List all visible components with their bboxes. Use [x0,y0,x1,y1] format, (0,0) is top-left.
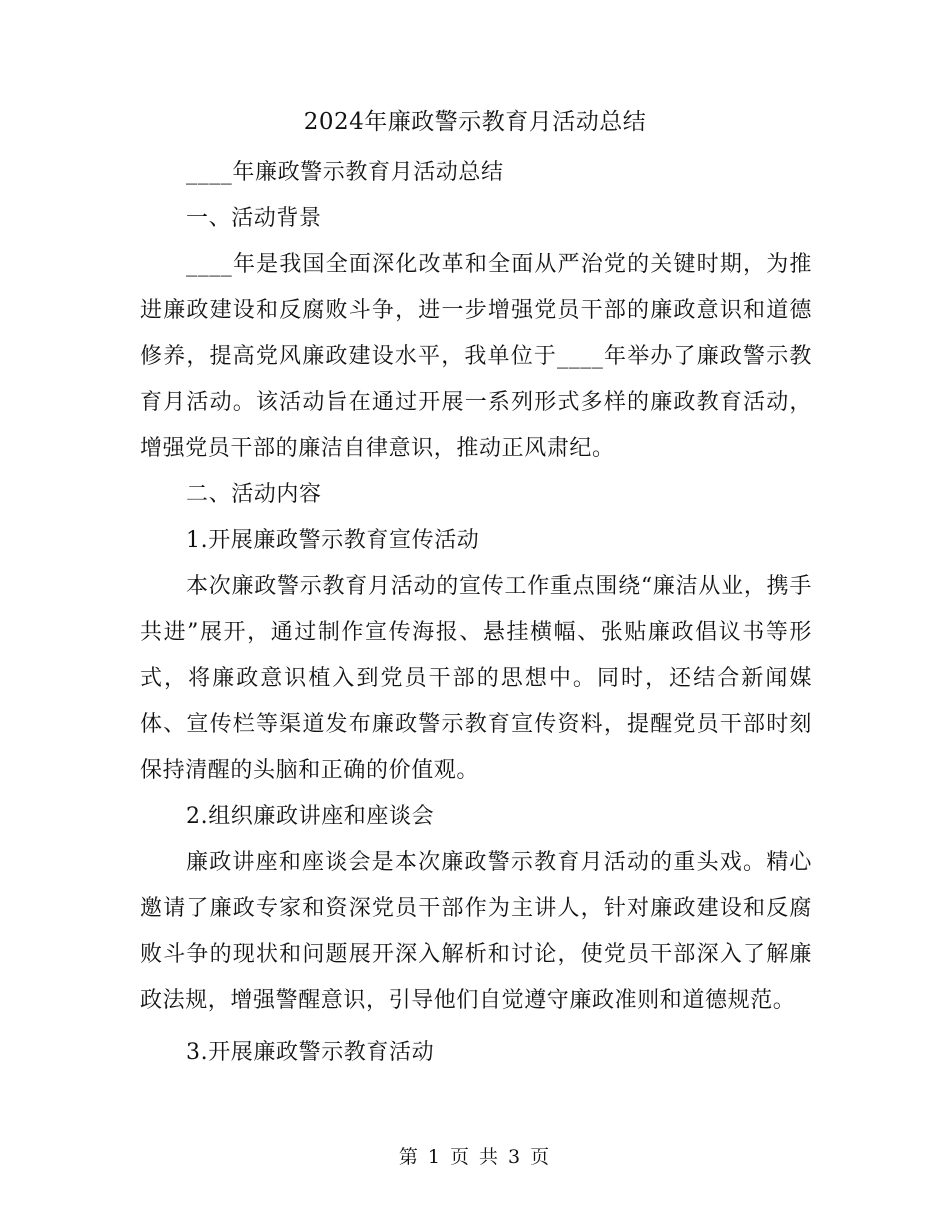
subsection-heading-publicity: 1.开展廉政警示教育宣传活动 [186,528,480,553]
section-heading-background: 一、活动背景 [186,206,322,231]
document-body [140,150,812,1076]
lectures-paragraph: 廉政讲座和座谈会是本次廉政警示教育月活动的重头戏。精心邀请了廉政专家和资深党员干部作为主讲人，针对廉政建设和反腐败斗争的现状和问题展开深入解析和讨论，使党员干部深入了解廉政法规，增强警醒意识，引导他们自觉遵守廉政准则和道德规范。 [140,850,812,1013]
publicity-paragraph: 本次廉政警示教育月活动的宣传工作重点围绕“廉洁从业，携手共进”展开，通过制作宣传海报、悬挂横幅、张贴廉政倡议书等形式，将廉政意识植入到党员干部的思想中。同时，还结合新闻媒体、宣传栏等渠道发布廉政警示教育宣传资料，提醒党员干部时刻保持清醒的头脑和正确的价值观。 [140,574,812,783]
page-number-footer: 第 1 页 共 3 页 [398,1146,552,1168]
background-paragraph: ____年是我国全面深化改革和全面从严治党的关键时期，为推进廉政建设和反腐败斗争，进一步增强党员干部的廉政意识和道德修养，提高党风廉政建设水平，我单位于____年举办了廉政警示教育月活动。该活动旨在通过开展一系列形式多样的廉政教育活动，增强党员干部的廉洁自律意识，推动正风肃纪。 [140,252,812,461]
section-heading-content: 二、活动内容 [186,482,322,507]
subtitle-paragraph: ____年廉政警示教育月活动总结 [186,160,504,185]
subsection-heading-lectures: 2.组织廉政讲座和座谈会 [186,804,435,829]
subsection-heading-activities: 3.开展廉政警示教育活动 [186,1040,435,1065]
document-title: 2024年廉政警示教育月活动总结 [303,109,647,135]
